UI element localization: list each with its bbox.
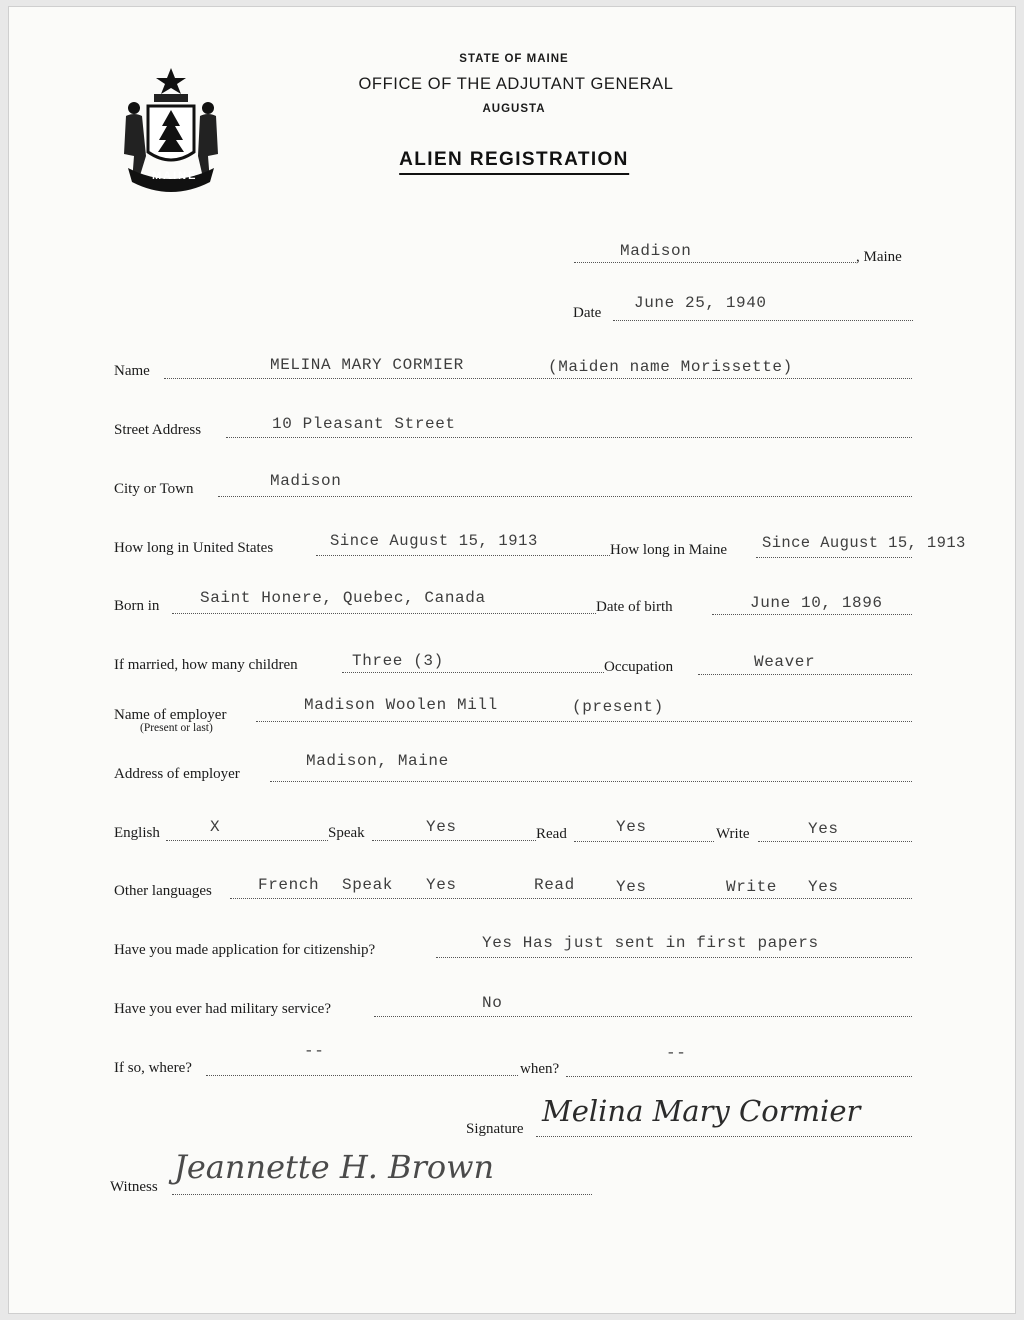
children-value: Three (3) <box>352 652 444 670</box>
occupation-label: Occupation <box>604 659 674 675</box>
citizenship-value: Yes Has just sent in first papers <box>482 934 819 952</box>
office-heading: OFFICE OF THE ADJUTANT GENERAL <box>358 75 674 93</box>
english-read-label: Read <box>536 826 567 842</box>
born-in-line <box>172 613 596 614</box>
where-label: If so, where? <box>114 1060 192 1076</box>
english-write-value: Yes <box>808 820 839 838</box>
city-value: Madison <box>270 472 342 490</box>
children-label: If married, how many children <box>114 657 298 673</box>
witness-value: Jeannette H. Brown <box>174 1148 495 1186</box>
citizenship-line <box>436 957 912 958</box>
date-line <box>613 320 913 321</box>
place-line <box>574 262 856 263</box>
english-write-line <box>758 841 912 842</box>
place-value: Madison <box>620 242 692 260</box>
witness-line <box>172 1194 592 1195</box>
when-label: when? <box>520 1061 560 1077</box>
how-long-me-label: How long in Maine <box>610 542 728 558</box>
place-suffix: , Maine <box>856 249 902 265</box>
other-read-label: Read <box>534 876 575 894</box>
other-read-value: Yes <box>616 878 647 896</box>
where-line <box>206 1075 518 1076</box>
how-long-me-line <box>756 557 912 558</box>
witness-label: Witness <box>110 1179 158 1195</box>
city-label: City or Town <box>114 481 194 497</box>
maiden-name-value: (Maiden name Morissette) <box>548 358 793 376</box>
english-write-label: Write <box>716 826 750 842</box>
other-write-value: Yes <box>808 878 839 896</box>
how-long-me-value: Since August 15, 1913 <box>762 534 966 552</box>
where-value: -- <box>304 1042 325 1060</box>
english-label: English <box>114 825 160 841</box>
other-write-label: Write <box>726 878 778 896</box>
employer-value: Madison Woolen Mill <box>304 696 498 714</box>
born-in-label: Born in <box>114 598 160 614</box>
employer-address-label: Address of employer <box>114 766 240 782</box>
military-label: Have you ever had military service? <box>114 1001 331 1017</box>
signature-line <box>536 1136 912 1137</box>
form-title: ALIEN REGISTRATION <box>399 149 629 175</box>
children-line <box>342 672 604 673</box>
other-speak-value: Yes <box>426 876 457 894</box>
how-long-us-label: How long in United States <box>114 540 274 556</box>
employer-extra: (present) <box>572 698 664 716</box>
signature-label: Signature <box>466 1121 524 1137</box>
english-speak-value: Yes <box>426 818 457 836</box>
other-speak-label: Speak <box>342 876 394 894</box>
name-value: MELINA MARY CORMIER <box>270 356 464 374</box>
other-languages-value: French <box>258 876 320 894</box>
english-speak-label: Speak <box>328 825 365 841</box>
dob-value: June 10, 1896 <box>750 594 883 612</box>
signature-value: Melina Mary Cormier <box>542 1094 861 1128</box>
when-line <box>566 1076 912 1077</box>
street-value: 10 Pleasant Street <box>272 415 456 433</box>
military-value: No <box>482 994 503 1012</box>
registration-form-page <box>8 6 1016 1314</box>
city-heading: AUGUSTA <box>482 103 546 115</box>
maine-state-seal-icon <box>120 64 222 192</box>
employer-address-value: Madison, Maine <box>306 752 449 770</box>
how-long-us-value: Since August 15, 1913 <box>330 532 538 550</box>
english-line <box>166 840 328 841</box>
other-languages-line <box>230 898 912 899</box>
born-in-value: Saint Honere, Quebec, Canada <box>200 589 486 607</box>
when-value: -- <box>666 1044 687 1062</box>
employer-line <box>256 721 912 722</box>
name-line <box>164 378 912 379</box>
dob-line <box>712 614 912 615</box>
employer-address-line <box>270 781 912 782</box>
street-label: Street Address <box>114 422 202 438</box>
how-long-us-line <box>316 555 610 556</box>
street-line <box>226 437 912 438</box>
english-read-line <box>574 841 714 842</box>
city-line <box>218 496 912 497</box>
english-read-value: Yes <box>616 818 647 836</box>
military-line <box>374 1016 912 1017</box>
seal-ribbon-text: MAINE <box>152 170 198 182</box>
name-label: Name <box>114 363 150 379</box>
dob-label: Date of birth <box>596 599 673 615</box>
english-value: X <box>210 818 221 836</box>
occupation-line <box>698 674 912 675</box>
citizenship-label: Have you made application for citizenship? <box>114 942 376 958</box>
employer-label: Name of employer <box>114 707 227 723</box>
state-heading: STATE OF MAINE <box>459 53 569 65</box>
employer-sublabel: (Present or last) <box>140 722 213 734</box>
english-speak-line <box>372 840 536 841</box>
occupation-value: Weaver <box>754 653 816 671</box>
date-label: Date <box>573 305 602 321</box>
other-languages-label: Other languages <box>114 883 212 899</box>
date-value: June 25, 1940 <box>634 294 767 312</box>
